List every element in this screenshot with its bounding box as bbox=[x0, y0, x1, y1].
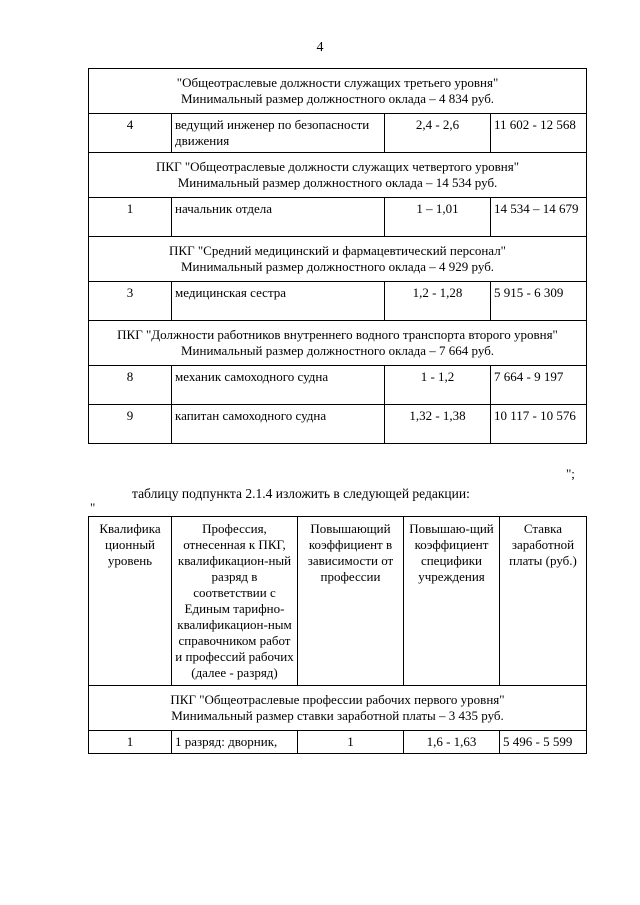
cell-position: начальник отдела bbox=[172, 198, 385, 237]
professions-table bbox=[88, 516, 587, 754]
cell-salary: 11 602 - 12 568 bbox=[491, 114, 587, 153]
group-header bbox=[89, 686, 587, 731]
group-min-salary: Минимальный размер должностного оклада – 7 664 руб. bbox=[180, 343, 495, 358]
table-row bbox=[89, 198, 587, 237]
table-header-row bbox=[89, 517, 587, 686]
table-row bbox=[89, 282, 587, 321]
group-title: ПКГ "Общеотраслевые профессии рабочих первого уровня" bbox=[170, 692, 505, 707]
group-header-row bbox=[89, 686, 587, 731]
cell-coef-profession: 1 bbox=[298, 731, 404, 754]
group-min-salary: Минимальный размер должностного оклада – 4 834 руб. bbox=[180, 91, 495, 106]
opening-quote: " bbox=[90, 500, 96, 515]
closing-quote: "; bbox=[566, 466, 575, 481]
cell-level: 9 bbox=[89, 405, 172, 444]
group-min-rate: Минимальный размер ставки заработной платы – 3 435 руб. bbox=[171, 708, 504, 723]
cell-coefficient: 1,32 - 1,38 bbox=[385, 405, 491, 444]
cell-position: механик самоходного судна bbox=[172, 366, 385, 405]
cell-position: капитан самоходного судна bbox=[172, 405, 385, 444]
cell-salary: 7 664 - 9 197 bbox=[491, 366, 587, 405]
group-title: "Общеотраслевые должности служащих третьего уровня" bbox=[176, 75, 499, 90]
group-header bbox=[89, 153, 587, 198]
group-header-row bbox=[89, 153, 587, 198]
group-header bbox=[89, 237, 587, 282]
cell-coefficient: 1 – 1,01 bbox=[385, 198, 491, 237]
group-header bbox=[89, 69, 587, 114]
cell-level: 1 bbox=[89, 198, 172, 237]
cell-position: медицинская сестра bbox=[172, 282, 385, 321]
cell-level: 8 bbox=[89, 366, 172, 405]
header-coef-specific: Повышаю-щий коэффициент специфики учреждения bbox=[404, 517, 500, 686]
group-header-row bbox=[89, 69, 587, 114]
header-coef-profession: Повышающий коэффициент в зависимости от профессии bbox=[298, 517, 404, 686]
cell-level: 1 bbox=[89, 731, 172, 754]
group-header-row bbox=[89, 321, 587, 366]
cell-position: ведущий инженер по безопасности движения bbox=[172, 114, 385, 153]
table-row bbox=[89, 366, 587, 405]
cell-salary: 5 496 - 5 599 bbox=[500, 731, 587, 754]
group-min-salary: Минимальный размер должностного оклада – 14 534 руб. bbox=[177, 175, 498, 190]
group-header bbox=[89, 321, 587, 366]
group-header-row bbox=[89, 237, 587, 282]
cell-coefficient: 1 - 1,2 bbox=[385, 366, 491, 405]
group-title: ПКГ "Средний медицинский и фармацевтический персонал" bbox=[169, 243, 506, 258]
cell-salary: 10 117 - 10 576 bbox=[491, 405, 587, 444]
group-title: ПКГ "Общеотраслевые должности служащих четвертого уровня" bbox=[156, 159, 520, 174]
table-row bbox=[89, 405, 587, 444]
header-level: Квалифика ционный уровень bbox=[89, 517, 172, 686]
cell-coefficient: 2,4 - 2,6 bbox=[385, 114, 491, 153]
positions-table bbox=[88, 68, 587, 444]
cell-salary: 14 534 – 14 679 bbox=[491, 198, 587, 237]
header-salary-rate: Ставка заработной платы (руб.) bbox=[500, 517, 587, 686]
cell-profession: 1 разряд: дворник, bbox=[172, 731, 298, 754]
cell-level: 3 bbox=[89, 282, 172, 321]
cell-coefficient: 1,2 - 1,28 bbox=[385, 282, 491, 321]
table-row bbox=[89, 731, 587, 754]
table-row bbox=[89, 114, 587, 153]
header-profession: Профессия, отнесенная к ПКГ, квалификацион-ный разряд в соответствии с Единым тарифно-квалификацион-ным справочником работ и профессий рабочих (далее - разряд) bbox=[172, 517, 298, 686]
group-min-salary: Минимальный размер должностного оклада – 4 929 руб. bbox=[180, 259, 495, 274]
page-number: 4 bbox=[316, 40, 324, 55]
cell-coef-specific: 1,6 - 1,63 bbox=[404, 731, 500, 754]
group-title: ПКГ "Должности работников внутреннего водного транспорта второго уровня" bbox=[117, 327, 558, 342]
cell-salary: 5 915 - 6 309 bbox=[491, 282, 587, 321]
cell-level: 4 bbox=[89, 114, 172, 153]
intro-text: таблицу подпункта 2.1.4 изложить в следующей редакции: bbox=[132, 486, 470, 501]
